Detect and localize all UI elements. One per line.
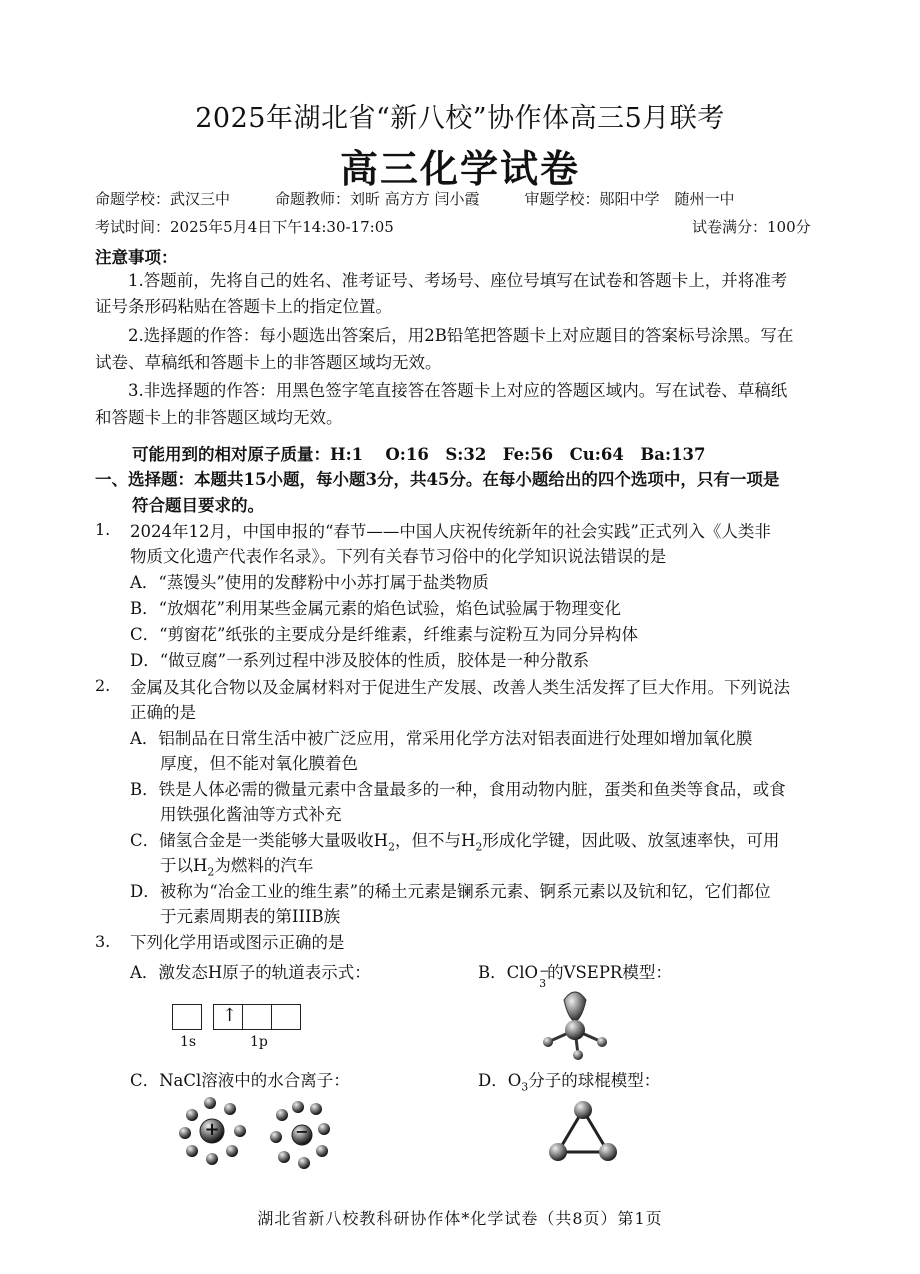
- orbital-label-1p: 1p: [250, 1034, 268, 1050]
- question-2-option-d-line-2: 于元素周期表的第IIIB族: [160, 907, 341, 926]
- full-score: 试卷满分：100分: [692, 218, 811, 236]
- question-2-option-c-line-2: 于以$H_2$为燃料的汽车: [160, 856, 314, 879]
- meta-authors: 命题学校：武汉三中 命题教师：刘昕 高方方 闫小霞 审题学校：郧阳中学 随州一中: [95, 190, 735, 208]
- section-1-heading: 一、选择题：本题共15小题，每小题3分，共45分。在每小题给出的四个选项中，只有一项是: [95, 470, 780, 489]
- question-3-option-c-label: C．NaCl溶液中的水合离子：: [130, 1071, 350, 1090]
- page-footer: 湖北省新八校教科研协作体*化学试卷（共8页）第1页: [257, 1209, 663, 1228]
- cation-plus-sign: +: [204, 1119, 220, 1140]
- question-2-option-b-line-2: 用铁强化酱油等方式补充: [160, 805, 342, 824]
- anion-minus-sign: −: [295, 1122, 309, 1141]
- question-1-option-b: B．“放烟花”利用某些金属元素的焰色试验，焰色试验属于物理变化: [130, 599, 621, 618]
- orbital-1s-box: [172, 1004, 202, 1030]
- question-2-option-a-line-1: A．铝制品在日常生活中被广泛应用，常采用化学方法对铝表面进行处理如增加氧化膜: [130, 729, 753, 748]
- question-1-stem-line-2: 物质文化遗产代表作名录》。下列有关春节习俗中的化学知识说法错误的是: [130, 547, 667, 566]
- section-1-heading-line-2: 符合题目要求的。: [132, 496, 264, 515]
- question-1-stem-line-1: 2024年12月，中国申报的“春节——中国人庆祝传统新年的社会实践”正式列入《人类非: [130, 522, 771, 541]
- question-number: 2.: [95, 676, 111, 695]
- notice-item-2-line-2: 试卷、草稿纸和答题卡上的非答题区域均无效。: [95, 353, 442, 372]
- question-2-option-b-line-1: B．铁是人体必需的微量元素中含量最多的一种，食用动物内脏，蛋类和鱼类等食品，或食: [130, 780, 786, 799]
- orbital-1p-box: [271, 1004, 301, 1030]
- exam-time: 考试时间：2025年5月4日下午14:30-17:05: [95, 218, 394, 236]
- notice-heading: 注意事项：: [95, 248, 178, 267]
- vsepr-model-diagram: [530, 990, 620, 1066]
- ozone-ball-stick-model: [548, 1098, 618, 1164]
- question-3-option-d-label: D．$O_3$分子的球棍模型：: [478, 1071, 661, 1094]
- question-1-option-d: D．“做豆腐”一系列过程中涉及胶体的性质，胶体是一种分散系: [130, 651, 590, 670]
- notice-item-1-line-2: 证号条形码粘贴在答题卡上的指定位置。: [95, 297, 392, 316]
- question-number: 3.: [95, 932, 111, 951]
- question-2-option-a-line-2: 厚度，但不能对氧化膜着色: [160, 754, 358, 773]
- exam-title: 2025年湖北省“新八校”协作体高三5月联考: [195, 103, 725, 134]
- paper-title: 高三化学试卷: [339, 146, 580, 191]
- spin-up-arrow: ↑: [222, 1005, 238, 1026]
- question-3-option-a-label: A．激发态H原子的轨道表示式：: [130, 963, 371, 982]
- question-2-option-d-line-1: D．被称为“冶金工业的维生素”的稀土元素是镧系元素、锕系元素以及钪和钇，它们都位: [130, 882, 771, 901]
- question-number: 1.: [95, 520, 111, 539]
- notice-item-1-line-1: 1.答题前，先将自己的姓名、准考证号、考场号、座位号填写在试卷和答题卡上，并将准考: [128, 271, 788, 290]
- notice-item-3-line-2: 和答题卡上的非答题区域均无效。: [95, 408, 343, 427]
- question-1-option-a: A．“蒸馒头”使用的发酵粉中小苏打属于盐类物质: [130, 573, 489, 592]
- atomic-masses: 可能用到的相对原子质量：H:1 O:16 S:32 Fe:56 Cu:64 Ba:137: [132, 445, 706, 464]
- question-2-option-c-line-1: C．储氢合金是一类能够大量吸收$H_2$，但不与$H_2$形成化学键，因此吸、放氢速率快，可用: [130, 831, 780, 854]
- question-3-stem: 下列化学用语或图示正确的是: [130, 933, 345, 952]
- orbital-1p-box: [213, 1004, 243, 1030]
- notice-item-3-line-1: 3.非选择题的作答：用黑色签字笔直接答在答题卡上对应的答题区域内。写在试卷、草稿纸: [128, 381, 788, 400]
- question-3-option-b-label: B．ClO − 3 的VSEPR模型：: [478, 963, 672, 990]
- notice-item-2-line-1: 2.选择题的作答：每小题选出答案后，用2B铅笔把答题卡上对应题目的答案标号涂黑。写在: [128, 326, 794, 345]
- orbital-label-1s: 1s: [180, 1034, 197, 1050]
- question-2-stem-line-1: 金属及其化合物以及金属材料对于促进生产发展、改善人类生活发挥了巨大作用。下列说法: [130, 678, 790, 697]
- question-1-option-c: C．“剪窗花”纸张的主要成分是纤维素，纤维素与淀粉互为同分异构体: [130, 625, 638, 644]
- orbital-1p-box: [242, 1004, 272, 1030]
- question-2-stem-line-2: 正确的是: [130, 703, 196, 722]
